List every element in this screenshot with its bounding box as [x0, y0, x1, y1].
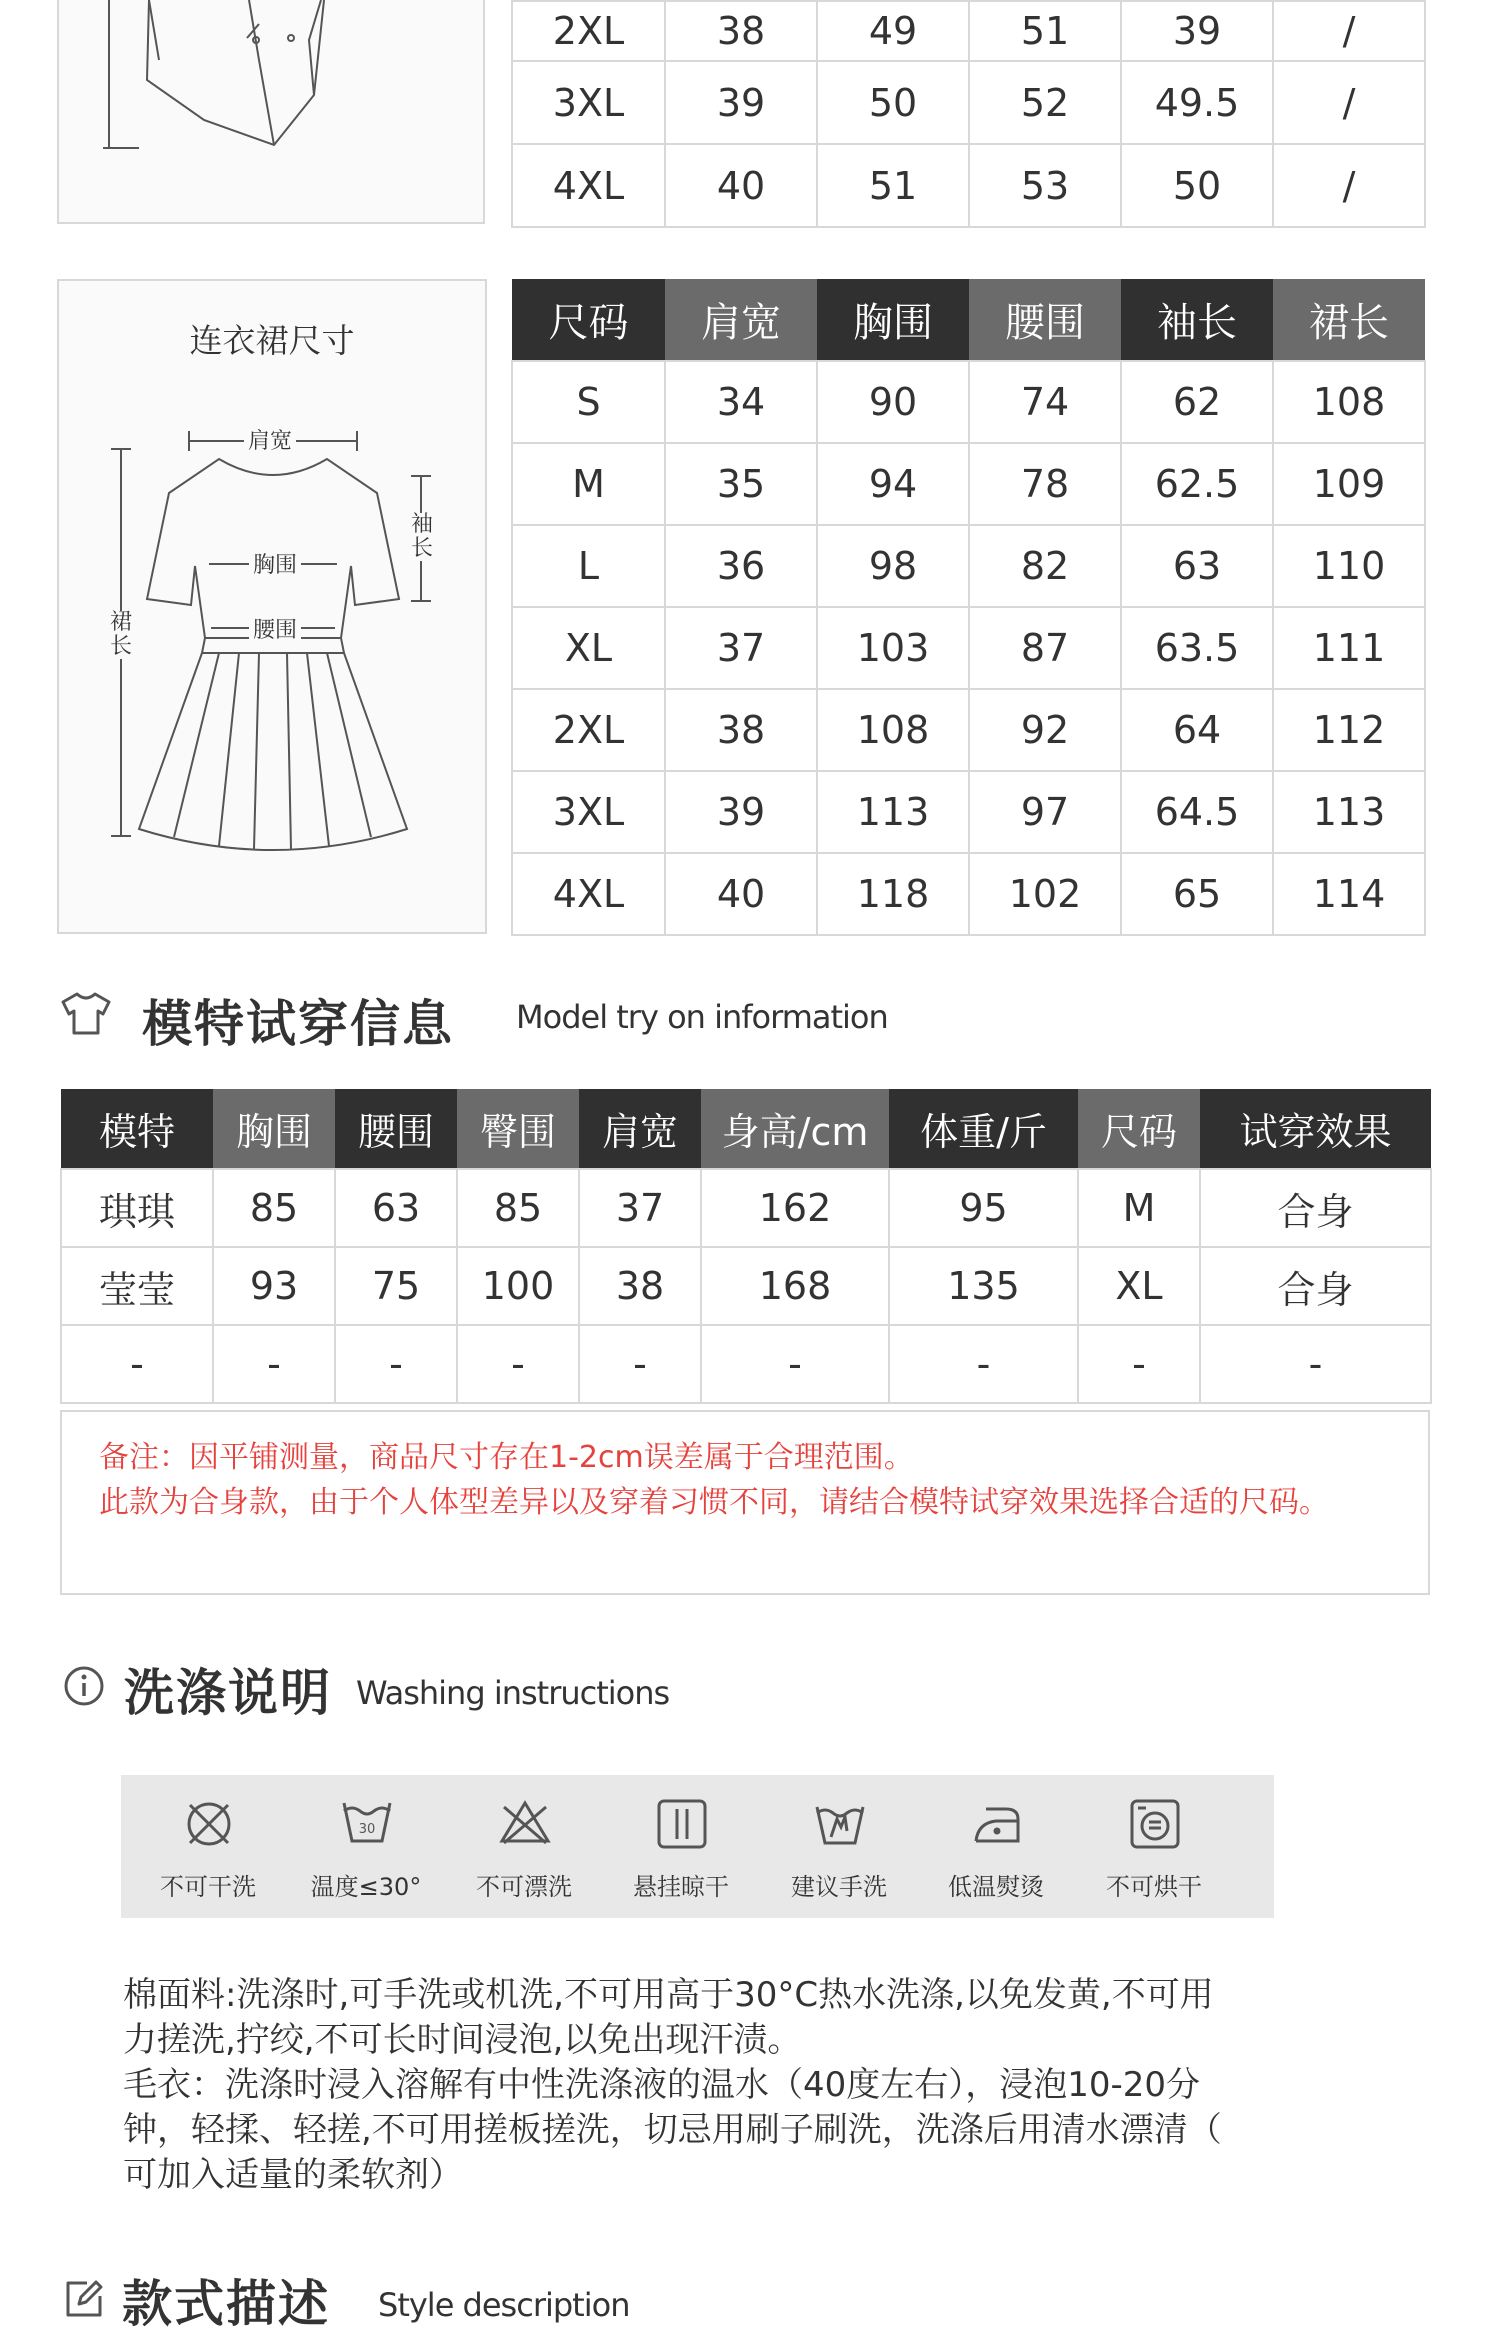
table-cell: 118: [817, 853, 969, 935]
table-cell: 39: [1121, 1, 1273, 61]
sleeve-label: 袖长: [411, 512, 434, 561]
table-cell: 39: [665, 61, 817, 144]
table-cell: 65: [1121, 853, 1273, 935]
chest-label: 胸围: [249, 548, 301, 579]
table-cell: 82: [969, 525, 1121, 607]
wash-label: 悬挂晾干: [633, 1873, 729, 1901]
column-header: 裙长: [1273, 279, 1425, 361]
note-line: 此款为合身款，由于个人体型差异以及穿着习惯不同，请结合模特试穿效果选择合适的尺码。: [99, 1485, 1329, 1520]
table-cell: S: [512, 361, 665, 443]
column-header: 尺码: [1078, 1089, 1200, 1169]
note-line: 备注：因平铺测量，商品尺寸存在1-2cm误差属于合理范围。: [99, 1440, 914, 1475]
table-row: [512, 1, 1425, 61]
table-row: [512, 144, 1425, 227]
table-cell: 87: [969, 607, 1121, 689]
table-cell: 35: [665, 443, 817, 525]
table-cell: 51: [969, 1, 1121, 61]
table-cell: 合身: [1200, 1247, 1431, 1325]
table-cell: -: [701, 1325, 889, 1403]
column-header: 臀围: [457, 1089, 579, 1169]
table-cell: -: [457, 1325, 579, 1403]
table-cell: 50: [1121, 144, 1273, 227]
wash-item: [138, 1775, 278, 1918]
column-header: 肩宽: [665, 279, 817, 361]
table-cell: 4XL: [512, 853, 665, 935]
model-info-table: [60, 1089, 1432, 1404]
wash-text-line: 力搓洗,拧绞,不可长时间浸泡,以免出现汗渍。: [123, 2020, 802, 2060]
column-header: 腰围: [335, 1089, 457, 1169]
wash-label: 不可干洗: [160, 1873, 256, 1901]
table-cell: XL: [1078, 1247, 1200, 1325]
table-cell: 85: [457, 1169, 579, 1247]
table-cell: 莹莹: [61, 1247, 213, 1325]
column-header: 袖长: [1121, 279, 1273, 361]
shoulder-label: 肩宽: [244, 424, 296, 455]
table-cell: 90: [817, 361, 969, 443]
table-cell: -: [889, 1325, 1078, 1403]
edit-icon: [63, 2278, 105, 2320]
wash-item: [769, 1775, 909, 1918]
dress-diagram-panel: [57, 279, 487, 934]
wash-item: [1084, 1775, 1224, 1918]
wash-label: 建议手洗: [791, 1873, 887, 1901]
style-section-subtitle: Style description: [378, 2286, 630, 2324]
table-cell: 78: [969, 443, 1121, 525]
table-row: [512, 443, 1425, 525]
table-cell: 103: [817, 607, 969, 689]
wash-instructions-text: [123, 1973, 1343, 2198]
table-cell: -: [579, 1325, 701, 1403]
hand-wash-icon: [813, 1797, 867, 1851]
column-header: 试穿效果: [1200, 1089, 1431, 1169]
table-cell: 94: [817, 443, 969, 525]
info-icon: [63, 1665, 105, 1707]
table-cell: 49.5: [1121, 61, 1273, 144]
table-cell: 113: [1273, 771, 1425, 853]
table-cell: -: [61, 1325, 213, 1403]
column-header: 胸围: [817, 279, 969, 361]
table-cell: 95: [889, 1169, 1078, 1247]
table-cell: 2XL: [512, 689, 665, 771]
table-cell: L: [512, 525, 665, 607]
table-cell: 64.5: [1121, 771, 1273, 853]
table-row: [512, 853, 1425, 935]
column-header: 尺码: [512, 279, 665, 361]
table-cell: 38: [665, 689, 817, 771]
table-cell: 3XL: [512, 61, 665, 144]
wash-icon-bar: [121, 1775, 1274, 1918]
table-cell: 92: [969, 689, 1121, 771]
table-cell: 4XL: [512, 144, 665, 227]
table-cell: 63: [335, 1169, 457, 1247]
column-header: 身高/cm: [701, 1089, 889, 1169]
table-row: [61, 1325, 1431, 1403]
table-cell: 110: [1273, 525, 1425, 607]
table-cell: 34: [665, 361, 817, 443]
table-cell: /: [1273, 1, 1425, 61]
table-cell: 39: [665, 771, 817, 853]
dress-size-table: [511, 279, 1426, 936]
table-cell: -: [1078, 1325, 1200, 1403]
style-section-title: 款式描述: [122, 2275, 330, 2333]
table-row: [512, 525, 1425, 607]
table-cell: 37: [665, 607, 817, 689]
table-cell: 琪琪: [61, 1169, 213, 1247]
vest-illustration: [59, 0, 487, 224]
table-row: [61, 1169, 1431, 1247]
table-cell: 合身: [1200, 1169, 1431, 1247]
table-cell: 38: [579, 1247, 701, 1325]
table-header-row: [512, 279, 1425, 361]
column-header: 胸围: [213, 1089, 335, 1169]
table-cell: 40: [665, 853, 817, 935]
low-iron-icon: [970, 1797, 1024, 1851]
table-header-row: [61, 1089, 1431, 1169]
table-cell: 98: [817, 525, 969, 607]
table-row: [512, 361, 1425, 443]
no-dry-clean-icon: [182, 1797, 236, 1851]
table-cell: 135: [889, 1247, 1078, 1325]
table-cell: 37: [579, 1169, 701, 1247]
wash-item: [611, 1775, 751, 1918]
table-cell: 50: [817, 61, 969, 144]
table-cell: 62: [1121, 361, 1273, 443]
table-cell: 63: [1121, 525, 1273, 607]
table-cell: 3XL: [512, 771, 665, 853]
wash-text-line: 棉面料:洗涤时,可手洗或机洗,不可用高于30°C热水洗涤,以免发黄,不可用: [123, 1975, 1214, 2015]
table-cell: 51: [817, 144, 969, 227]
model-section-subtitle: Model try on information: [516, 998, 888, 1036]
table-cell: 108: [817, 689, 969, 771]
table-cell: 49: [817, 1, 969, 61]
vest-diagram-panel: [57, 0, 485, 224]
table-cell: 53: [969, 144, 1121, 227]
table-cell: 102: [969, 853, 1121, 935]
dress-illustration: [59, 281, 489, 936]
dress-diagram-title: 连衣裙尺寸: [189, 321, 355, 360]
table-cell: /: [1273, 61, 1425, 144]
vest-size-table-bottom: [511, 0, 1426, 228]
table-cell: 40: [665, 144, 817, 227]
table-cell: 93: [213, 1247, 335, 1325]
column-header: 模特: [61, 1089, 213, 1169]
table-row: [61, 1247, 1431, 1325]
wash-label: 不可烘干: [1106, 1873, 1202, 1901]
table-cell: 36: [665, 525, 817, 607]
hang-dry-icon: [655, 1797, 709, 1851]
wash-section-title: 洗涤说明: [124, 1664, 332, 1722]
table-cell: 2XL: [512, 1, 665, 61]
table-cell: 85: [213, 1169, 335, 1247]
table-cell: 62.5: [1121, 443, 1273, 525]
table-cell: 52: [969, 61, 1121, 144]
no-bleach-icon: [498, 1797, 552, 1851]
wash-label: 不可漂洗: [476, 1873, 572, 1901]
column-header: 腰围: [969, 279, 1121, 361]
model-section-title: 模特试穿信息: [142, 995, 454, 1053]
table-cell: -: [213, 1325, 335, 1403]
no-tumble-dry-icon: [1128, 1797, 1182, 1851]
wash-30-icon: [340, 1797, 394, 1851]
wash-text-line: 钟，轻揉、轻搓,不可用搓板搓洗，切忌用刷子刷洗，洗涤后用清水漂清（: [123, 2110, 1222, 2150]
wash-text-line: 可加入适量的柔软剂）: [123, 2155, 463, 2195]
wash-section-subtitle: Washing instructions: [356, 1674, 670, 1712]
table-cell: 114: [1273, 853, 1425, 935]
table-cell: 162: [701, 1169, 889, 1247]
table-cell: /: [1273, 144, 1425, 227]
table-cell: 109: [1273, 443, 1425, 525]
wash-temp-text: 30: [358, 1822, 376, 1837]
table-cell: 108: [1273, 361, 1425, 443]
table-cell: 111: [1273, 607, 1425, 689]
wash-item: [926, 1775, 1066, 1918]
column-header: 肩宽: [579, 1089, 701, 1169]
table-cell: 113: [817, 771, 969, 853]
table-cell: -: [335, 1325, 457, 1403]
skirt-label: 裙长: [110, 610, 133, 659]
table-row: [512, 689, 1425, 771]
wash-label: 低温熨烫: [948, 1873, 1044, 1901]
wash-item: [454, 1775, 594, 1918]
table-row: [512, 771, 1425, 853]
table-cell: XL: [512, 607, 665, 689]
table-cell: 74: [969, 361, 1121, 443]
tshirt-icon: [60, 990, 112, 1036]
table-cell: 112: [1273, 689, 1425, 771]
table-cell: M: [512, 443, 665, 525]
table-cell: -: [1200, 1325, 1431, 1403]
table-cell: 75: [335, 1247, 457, 1325]
wash-item: [296, 1775, 436, 1918]
wash-text-line: 毛衣：洗涤时浸入溶解有中性洗涤液的温水（40度左右），浸泡10-20分: [123, 2065, 1201, 2105]
table-cell: 38: [665, 1, 817, 61]
table-row: [512, 607, 1425, 689]
table-cell: 64: [1121, 689, 1273, 771]
table-row: [512, 61, 1425, 144]
table-cell: 100: [457, 1247, 579, 1325]
wash-label: 温度≤30°: [310, 1873, 422, 1901]
table-cell: 97: [969, 771, 1121, 853]
sizing-note-box: [60, 1410, 1430, 1595]
table-cell: 168: [701, 1247, 889, 1325]
table-cell: M: [1078, 1169, 1200, 1247]
table-cell: 63.5: [1121, 607, 1273, 689]
waist-label: 腰围: [249, 613, 301, 644]
column-header: 体重/斤: [889, 1089, 1078, 1169]
